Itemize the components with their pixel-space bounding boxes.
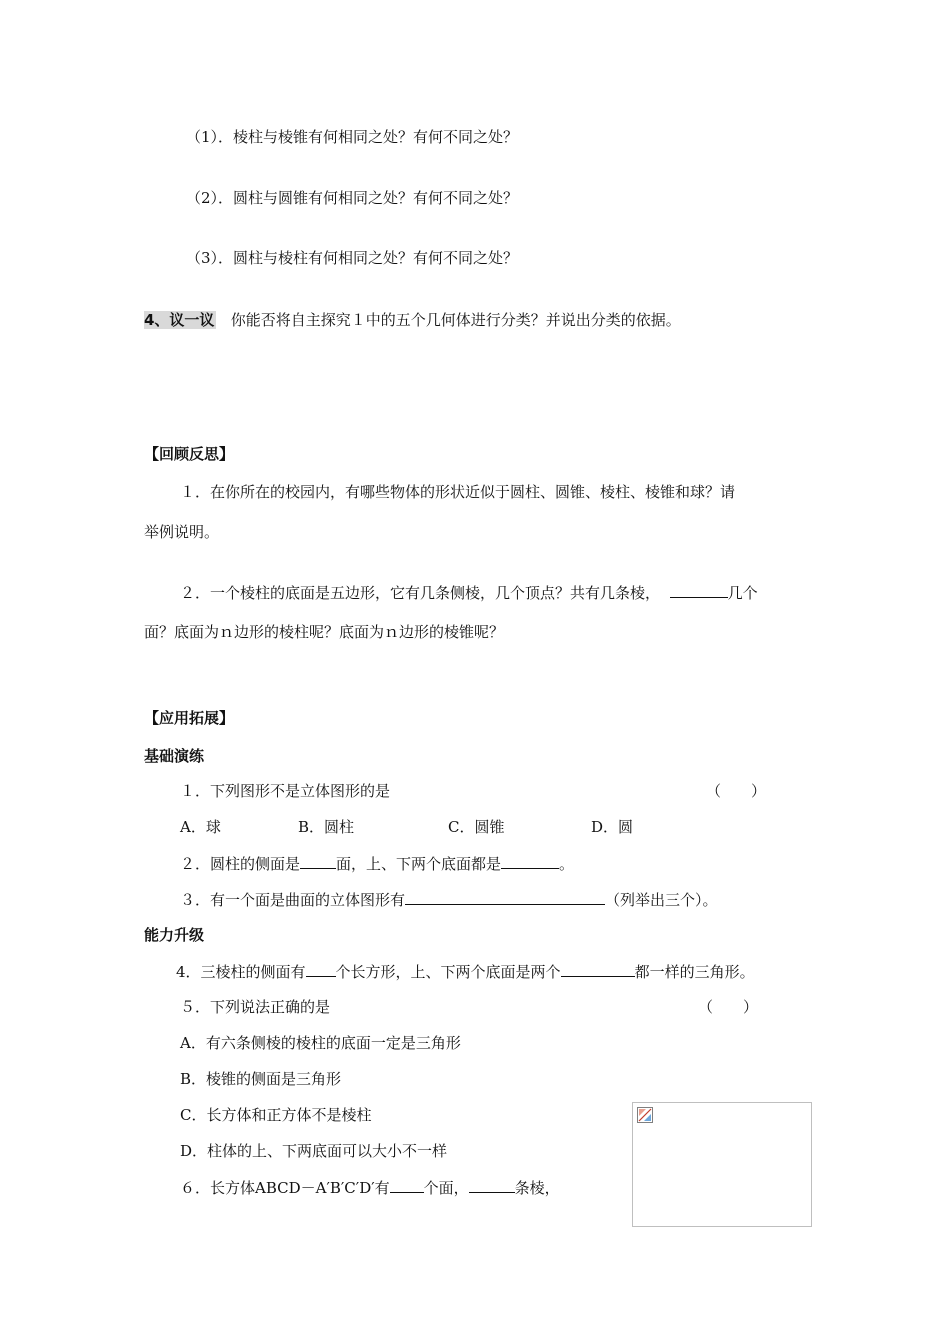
review-q2-line2: 面？底面为ｎ边形的棱柱呢？底面为ｎ边形的棱锥呢？ [144, 623, 505, 641]
apply-q5-text: ５．下列说法正确的是 [180, 998, 331, 1016]
discuss-label: 4、议一议 [144, 311, 215, 329]
apply-q1-option-c: C．圆锥 [448, 818, 505, 836]
apply-q6: ６．长方体ABCD－A′B′C′D′有 个面， 条棱， [180, 1179, 560, 1197]
apply-q5-option-a: A．有六条侧棱的棱柱的底面一定是三角形 [180, 1034, 461, 1052]
apply-q1-text: １．下列图形不是立体图形的是 [180, 782, 391, 800]
broken-image-icon [637, 1107, 653, 1123]
answer-blank[interactable] [469, 1177, 515, 1193]
answer-blank[interactable] [670, 582, 728, 598]
advanced-heading: 能力升级 [144, 926, 205, 944]
answer-blank[interactable] [300, 853, 336, 869]
basic-heading: 基础演练 [144, 747, 205, 765]
review-q2-line1 [180, 582, 758, 603]
compare-question-2: （2）．圆柱与圆锥有何相同之处？有何不同之处？ [186, 189, 519, 207]
review-q2-text-b: 几个 [727, 584, 758, 602]
answer-blank[interactable] [390, 1177, 424, 1193]
apply-q1-answer-paren[interactable]: （ ） [706, 782, 767, 800]
answer-blank[interactable] [405, 889, 605, 905]
discuss-line [144, 310, 681, 330]
apply-q5-option-c: C．长方体和正方体不是棱柱 [180, 1106, 372, 1124]
apply-q5-option-b: B．棱锥的侧面是三角形 [180, 1070, 342, 1088]
apply-q5-option-d: D．柱体的上、下两底面可以大小不一样 [180, 1142, 448, 1160]
apply-q5-answer-paren[interactable]: （ ） [698, 998, 759, 1016]
answer-blank[interactable] [306, 961, 336, 977]
apply-q2: ２．圆柱的侧面是 面，上、下两个底面都是 。 [180, 855, 575, 873]
apply-q1-option-b: B．圆柱 [298, 818, 355, 836]
answer-blank[interactable] [501, 853, 559, 869]
apply-q4: 4．三棱柱的侧面有 个长方形，上、下两个底面是两个 都一样的三角形。 [176, 963, 755, 981]
compare-question-1: （1）．棱柱与棱锥有何相同之处？有何不同之处？ [186, 128, 519, 146]
apply-q3: ３．有一个面是曲面的立体图形有 （列举出三个）。 [180, 891, 718, 909]
answer-blank[interactable] [561, 961, 635, 977]
apply-q1-option-d: D．圆 [591, 818, 634, 836]
review-q1-line1: １．在你所在的校园内，有哪些物体的形状近似于圆柱、圆锥、棱柱、棱锥和球？请 [180, 483, 736, 501]
figure-placeholder [632, 1102, 812, 1227]
compare-question-3: （3）．圆柱与棱柱有何相同之处？有何不同之处？ [186, 249, 519, 267]
review-heading: 【回顾反思】 [144, 445, 235, 463]
apply-heading: 【应用拓展】 [144, 709, 235, 727]
review-q2-text-a: ２．一个棱柱的底面是五边形，它有几条侧棱，几个顶点？共有几条棱， [180, 584, 661, 602]
review-q1-line2: 举例说明。 [144, 523, 220, 541]
apply-q1-option-a: A．球 [180, 818, 221, 836]
discuss-text: 你能否将自主探究１中的五个几何体进行分类？并说出分类的依据。 [230, 311, 681, 329]
